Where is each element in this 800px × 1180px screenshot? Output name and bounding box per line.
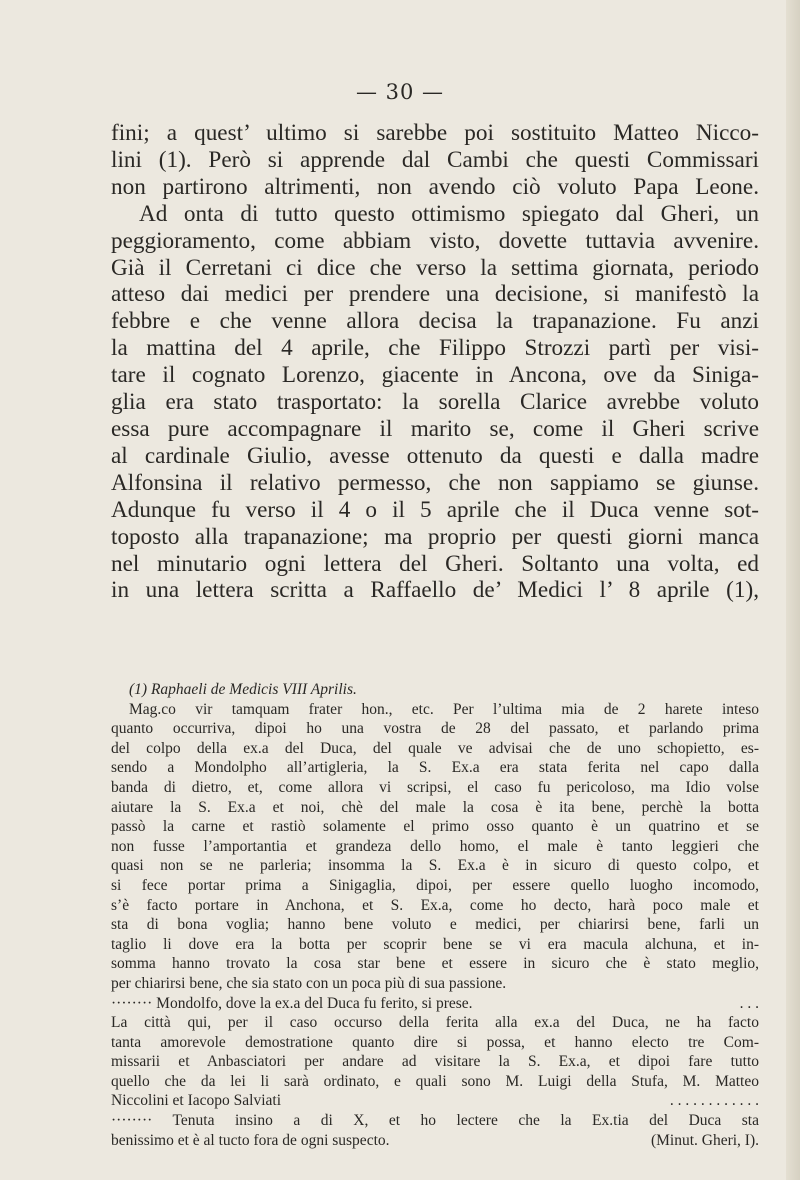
footnote-ellipsis-line-2: ········ Tenuta insino a di X, et ho lectere che la Ex.tia del Duca sta xyxy=(111,1112,759,1130)
footnote-line: non fusse l’amportantia et grandeza dello homo, el male è tanto leggieri che xyxy=(111,837,759,855)
footnote-closing-text: benissimo et è al tucto fora de ogni suspecto. xyxy=(111,1131,390,1149)
footnote-line: La città qui, per il caso occurso della ferita alla ex.a del Duca, ne ha facto xyxy=(111,1014,759,1032)
footnote-line: Mag.co vir tamquam frater hon., etc. Per l’ultima mia de 2 harete inteso xyxy=(129,700,759,718)
footnote-niccolini-dots: . . . . . . . . . . . . xyxy=(669,1092,759,1110)
text-line: Adunque fu verso il 4 o il 5 aprile che il Duca venne sot- xyxy=(111,496,759,523)
text-line: febbre e che venne allora decisa la trapanazione. Fu anzi xyxy=(111,308,759,335)
footnote-niccolini-line xyxy=(111,1091,759,1111)
text-line: fini; a quest’ ultimo si sarebbe poi sostituito Matteo Nicco- xyxy=(111,120,759,146)
footnote-title: (1) Raphaeli de Medicis VIII Aprilis. xyxy=(129,681,357,698)
text-line: nel minutario ogni lettera del Gheri. Soltanto una volta, ed xyxy=(111,550,759,577)
main-text xyxy=(111,120,759,604)
footnote-closing-line xyxy=(111,1131,759,1151)
footnote-line: aiutare la S. Ex.a et noi, chè del male la cosa è ita bene, perchè la botta xyxy=(111,798,759,816)
footnote-line: quello che da lei li sarà ordinato, e quali sono M. Luigi della Stufa, M. Matteo xyxy=(111,1072,759,1090)
footnote-ellipsis-line xyxy=(111,994,759,1014)
footnote-line: sendo a Mondolpho all’artigleria, la S. Ex.a era stata ferita nel capo dalla xyxy=(111,759,759,777)
footnote-line: taglio li dove era la botta per scoprir bene se vi era macula alchuna, et in- xyxy=(111,935,759,953)
text-line: peggioramento, come abbiam visto, dovette tuttavia avvenire. xyxy=(111,227,759,254)
text-line: Alfonsina il relativo permesso, che non sappiamo se giunse. xyxy=(111,469,759,496)
footnote-line: passò la carne et rastiò solamente el primo osso quanto è un quatrino et se xyxy=(111,818,759,836)
footnote-line: si fece portar prima a Sinigaglia, dipoi, per essere quello luogho incomodo, xyxy=(111,876,759,894)
footnote-line: per chiarirsi bene, che sia stato con un poca più di sua passione. xyxy=(111,974,507,992)
footnote-line: sta di bona voglia; hanno bene voluto e medici, per chiarirsi bene, farli un xyxy=(111,916,759,934)
text-line: atteso dai medici per prendere una decisione, si manifestò la xyxy=(111,281,759,308)
footnote-line: missarii et Anbasciatori per andare ad visitare la S. Ex.a, et dipoi fare tutto xyxy=(111,1053,759,1071)
text-line: la mattina del 4 aprile, che Filippo Strozzi partì per visi- xyxy=(111,335,759,362)
footnote-ellipsis-dots: . . . xyxy=(739,994,759,1012)
footnote-niccolini-text: Niccolini et Iacopo Salviati xyxy=(111,1092,282,1110)
footnote-line: del colpo della ex.a del Duca, del quale ve advisai che de uno schopietto, es- xyxy=(111,739,759,757)
page-edge-shadow xyxy=(786,0,800,1180)
footnote-line: somma hanno trovato la cosa star bene et essere in sicuro che è stato meglio, xyxy=(111,955,759,973)
footnote-block xyxy=(111,680,759,1150)
footnote-line: banda di dietro, et, come allora vi scripsi, el caso fu pericoloso, ma Idio volse xyxy=(111,778,759,796)
text-line: essa pure accompagnare il marito se, come il Gheri scrive xyxy=(111,415,759,442)
text-line: tare il cognato Lorenzo, giacente in Ancona, ove da Siniga- xyxy=(111,362,759,389)
text-line: al cardinale Giulio, avesse ottenuto da questi e dalla madre xyxy=(111,442,759,469)
footnote-source: (Minut. Gheri, I). xyxy=(650,1131,759,1149)
footnote-line: quanto occurriva, dipoi ho una vostra de 28 del passato, et parlando prima xyxy=(111,720,759,738)
text-line: in una lettera scritta a Raffaello de’ Medici l’ 8 aprile (1), xyxy=(111,577,759,604)
text-line: glia era stato trasportato: la sorella Clarice avrebbe voluto xyxy=(111,389,759,416)
footnote-ellipsis-text: ········ Mondolfo, dove la ex.a del Duca fu ferito, si prese. xyxy=(111,994,473,1012)
footnote-line: tanta amorevole demostratione quanto dire si possa, et hanno electo tre Com- xyxy=(111,1033,759,1051)
text-line: lini (1). Però si apprende dal Cambi che questi Commissari xyxy=(111,146,759,173)
page-number: — 30 — xyxy=(355,80,445,104)
footnote-line: s’è facto portare in Anchona, et S. Ex.a, come ho decto, harà poco male et xyxy=(111,896,759,914)
footnote-line: quasi non se ne parleria; insomma la S. Ex.a è in sicuro di questo colpo, et xyxy=(111,857,759,875)
text-line: non partirono altrimenti, non avendo ciò voluto Papa Leone. xyxy=(111,173,759,200)
text-line: Ad onta di tutto questo ottimismo spiegato dal Gheri, un xyxy=(139,200,759,227)
text-line: toposto alla trapanazione; ma proprio per questi giorni manca xyxy=(111,523,759,550)
text-line: Già il Cerretani ci dice che verso la settima giornata, periodo xyxy=(111,254,759,281)
